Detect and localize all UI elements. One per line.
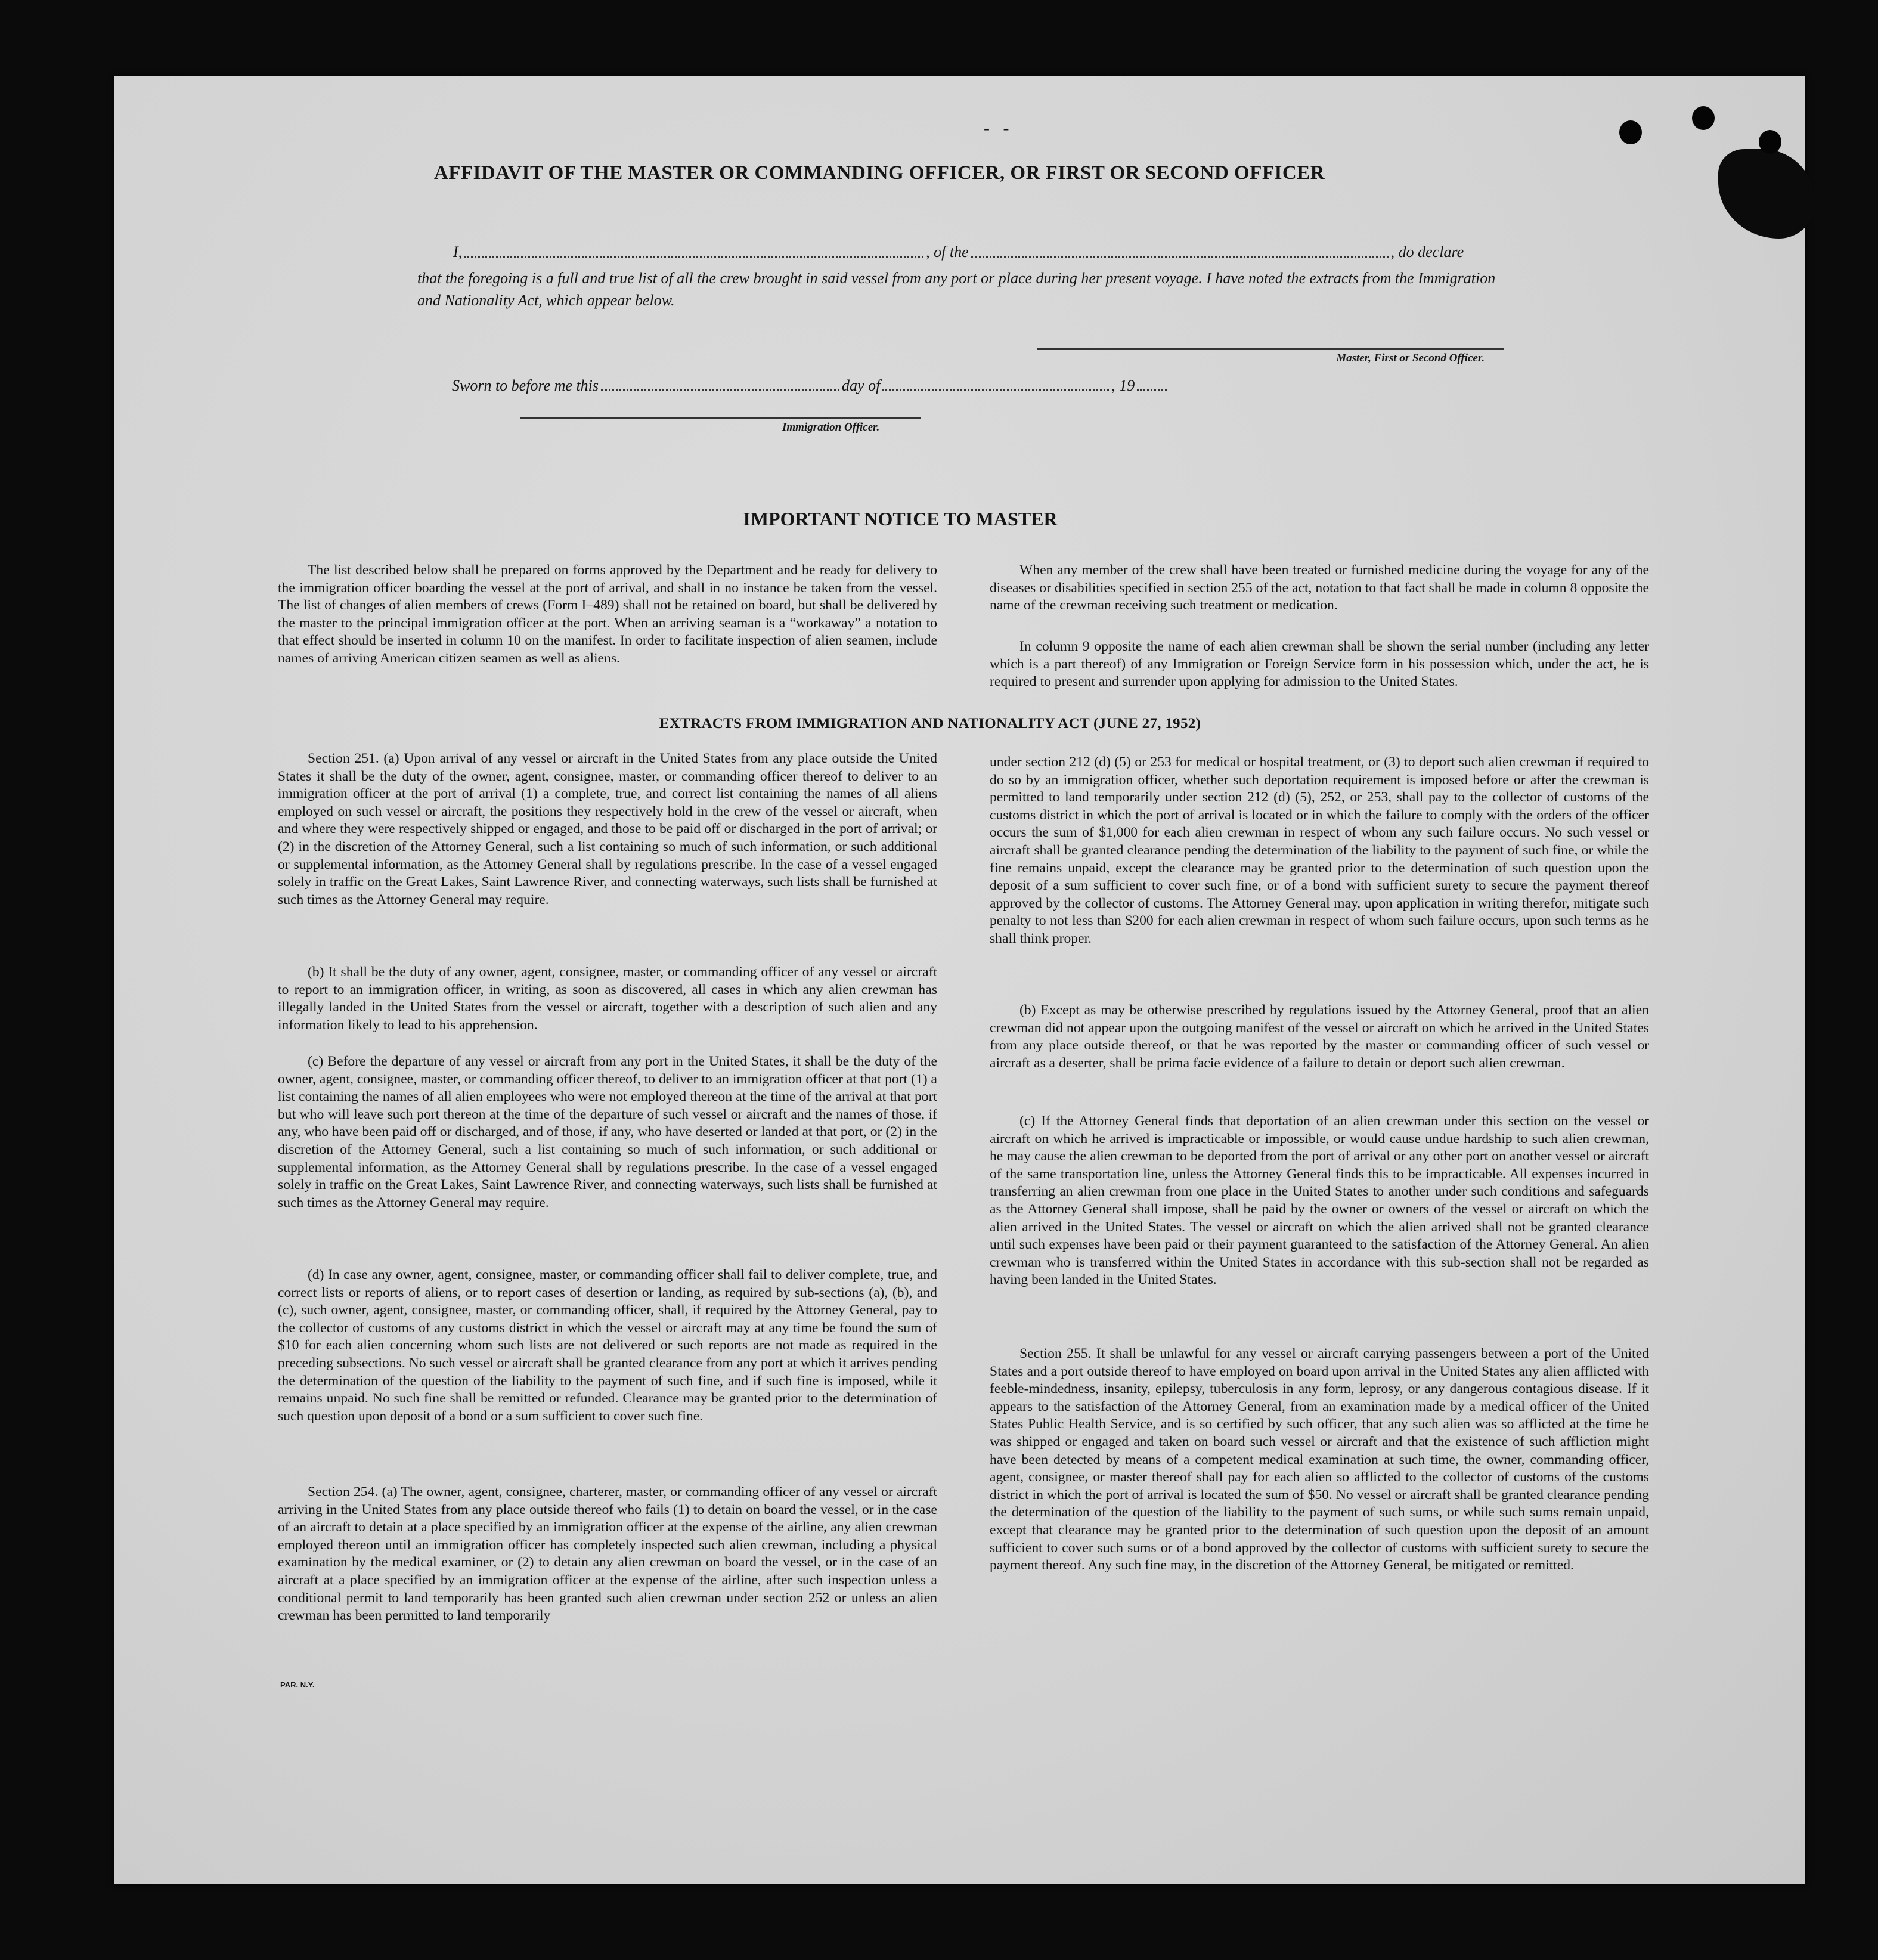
- top-mark: - -: [984, 118, 1009, 138]
- notice-left-paragraph: The list described below shall be prepared on forms approved by the Department and be ready for delivery to the immigration officer boarding the vessel at the port of arrival, and shall in no instance be taken from the vessel. The list of changes of alien members of crews (Form I–489) shall not be retained on board, but shall be delivered by the master to the principal immigration officer at the port. When an arriving seaman is a “workaway” a notation to that effect should be inserted in column 10 on the manifest. In order to facilitate inspection of alien seamen, include names of arriving American citizen seamen as well as aliens.: [278, 562, 937, 666]
- declaration-line: [453, 237, 1504, 261]
- section-251d: (d) In case any owner, agent, consignee, master, or commanding officer shall fail to deliver complete, true, and correct lists or reports of aliens, or to report cases of desertion or landing, as required by sub-sections (a), (b), and (c), such owner, agent, consignee, master, or commanding officer, shall, if required by the Attorney General, pay to the collector of customs of any customs district in which the vessel or aircraft may at any time be found the sum of $10 for each alien concerning whom such lists are not delivered or such reports are not made as required in the preceding subsections. No such vessel or aircraft shall be granted clearance from any port at which it arrives pending the determination of the question of the liability to the payment of such fine, and if such fine is imposed, while it remains unpaid. No such fine shall be remitted or refunded. Clearance may be granted prior to the determination of such question upon deposit of a bond or a sum sufficient to cover such fine.: [278, 1267, 937, 1424]
- section-251c: (c) Before the departure of any vessel or aircraft from any port in the United States, it shall be the duty of the owner, agent, consignee, master, or commanding officer thereof, to deliver to an immigration officer at that port (1) a list containing the names of all alien employees who were not employed thereon at the time of the arrival at that port but who will leave such port thereon at the time of the departure of such vessel or aircraft and the names of those, if any, who have been paid off or discharged, and of those, if any, who have deserted or landed at that port, or (2) in the discretion of the Attorney General, such a list containing so much of such information, or such additional or supplemental information, as the Attorney General shall by regulations prescribe. In the case of a vessel engaged solely in traffic on the Great Lakes, Saint Lawrence River, and connecting waterways, such lists shall be furnished at such times as the Attorney General may require.: [278, 1054, 937, 1210]
- sworn-day-blank[interactable]: [601, 389, 839, 391]
- sworn-label: Sworn to before me this: [452, 377, 599, 394]
- notice-right-paragraph-1: When any member of the crew shall have been treated or furnished medicine during the voyage for any of the diseases or disabilities specified in section 255 of the act, notation to that fact shall be made in column 8 opposite the name of the crewman receiving such treatment or medication.: [990, 562, 1649, 614]
- vessel-blank[interactable]: [971, 256, 1389, 258]
- declaration-text: that the foregoing is a full and true list of all the crew brought in said vessel from any port or place during her present voyage. I have noted the extracts from the Immigration and Nationality Act, which appear below.: [417, 270, 1496, 309]
- i-label: I,: [453, 243, 463, 261]
- section-254a-continued: under section 212 (d) (5) or 253 for medical or hospital treatment, or (3) to deport such alien crewman if required to do so by an immigration officer, whether such deportation requirement is imposed before or after the crewman is permitted to land temporarily under section 212 (d) (5), 252, or 253, shall pay to the collector of customs of the customs district in which the port of arrival is located or in which the failure to comply with the orders of the officer occurs the sum of $1,000 for each alien crewman in respect of whom any such failure occurs. No such vessel or aircraft shall be granted clearance pending the determination of the liability to the payment of such fine, or while the fine remains unpaid, except the clearance may be granted prior to the determination of such question upon the deposit of a sum sufficient to cover such fine, or of a bond with sufficient surety to secure the payment thereof approved by the collector of customs. The Attorney General may, upon application in writing therefor, mitigate such penalty to not less than $200 for each alien crewman in respect of whom such failure occurs, upon such terms as he shall think proper.: [990, 754, 1649, 946]
- section-254a: Section 254. (a) The owner, agent, consignee, charterer, master, or commanding officer of any vessel or aircraft arriving in the United States from any place outside thereof who fails (1) to detain on board the vessel, or in the case of an aircraft to detain at a place specified by an immigration officer at the expense of the airline, any alien crewman employed thereon until an immigration officer has completely inspected such alien crewman, including a physical examination by the medical examiner, or (2) to detain any alien crewman on board the vessel, or in the case of an aircraft at a place specified by an immigration officer at the expense of the airline, after such inspection unless a conditional permit to land temporarily has been granted such alien crewman under section 252 or unless an alien crewman has been permitted to land temporarily: [278, 1484, 937, 1624]
- do-declare-label: , do declare: [1390, 243, 1464, 261]
- punch-hole: [1692, 106, 1715, 130]
- sworn-month-blank[interactable]: [882, 389, 1109, 391]
- master-signature-label: Master, First or Second Officer.: [1336, 352, 1485, 364]
- immigration-officer-signature-line[interactable]: [520, 417, 921, 419]
- sworn-line: [452, 371, 1245, 395]
- section-255: Section 255. It shall be unlawful for any vessel or aircraft carrying passengers between a port of the United States and a port outside thereof to have employed on board upon arrival in the United States any alien afflicted with feeble-mindedness, insanity, epilepsy, tuberculosis in any form, leprosy, or any dangerous contagious disease. If it appears to the satisfaction of the Attorney General, from an examination made by a medical officer of the United States Public Health Service, and is so certified by such officer, that any such alien was so afflicted at the time he was shipped or engaged and taken on board such vessel or aircraft and that the existence of such affliction might have been detected by means of a competent medical examination at such time, the owner, commanding officer, agent, consignee, or master thereof shall pay for each alien so afflicted to the collector of customs of the customs district in which the port of arrival is located the sum of $50. No vessel or aircraft shall be granted clearance pending the determination of the question of the liability to the payment of such sums, or while such sums remain unpaid, except that clearance may be granted prior to the determination of such question upon the deposit of an amount sufficient to cover such sums or of a bond approved by the collector of customs with sufficient surety to secure the payment thereof. Any such fine may, in the discretion of the Attorney General, be mitigated or remitted.: [990, 1346, 1649, 1574]
- immigration-officer-label: Immigration Officer.: [782, 421, 880, 434]
- name-blank[interactable]: [464, 256, 923, 258]
- punch-hole: [1619, 120, 1642, 144]
- notice-title: IMPORTANT NOTICE TO MASTER: [743, 508, 1058, 530]
- section-251a: Section 251. (a) Upon arrival of any vessel or aircraft in the United States from any place outside the United States it shall be the duty of the owner, agent, consignee, master, or commanding officer thereof to deliver to an immigration officer at the port of arrival (1) a complete, true, and correct list containing the names of all aliens employed on such vessel or aircraft, the positions they respectively hold in the crew of the vessel or aircraft, when and where they were respectively shipped or engaged, and those to be paid off or discharged in the port of arrival; or (2) in the discretion of the Attorney General, such a list containing so much of such information, or such additional or supplemental information, as the Attorney General shall by regulations prescribe. In the case of a vessel engaged solely in traffic on the Great Lakes, Saint Lawrence River, and connecting waterways, such lists shall be furnished at such times as the Attorney General may require.: [278, 751, 937, 908]
- notice-right-paragraph-2: In column 9 opposite the name of each alien crewman shall be shown the serial number (including any letter which is a part thereof) of any Immigration or Foreign Service form in his possession which, under the act, he is required to present and surrender upon applying for admission to the United States.: [990, 639, 1649, 690]
- sworn-year-blank[interactable]: [1137, 389, 1167, 391]
- section-251b: (b) It shall be the duty of any owner, agent, consignee, master, or commanding officer of any vessel or aircraft to report to an immigration officer, in writing, as soon as discovered, all cases in which any alien crewman has illegally landed in the United States from the vessel or aircraft, together with a description of such alien and any information likely to lead to his apprehension.: [278, 964, 937, 1033]
- day-of-label: day of: [842, 377, 881, 394]
- section-254c: (c) If the Attorney General finds that deportation of an alien crewman under this section on the vessel or aircraft on which he arrived is impracticable or impossible, or would cause undue hardship to such alien crewman, he may cause the alien crewman to be deported from the port of arrival or any other port on another vessel or aircraft of the same transportation line, unless the Attorney General finds this to be impracticable. All expenses incurred in transferring an alien crewman from one place in the United States to another under such conditions and safeguards as the Attorney General shall impose, shall be paid by the owner or owners of the vessel or aircraft on which the alien arrived in the United States. The vessel or aircraft on which the alien arrived shall not be granted clearance until such expenses have been paid or their payment guaranteed to the satisfaction of the Attorney General. An alien crewman who is transferred within the United States in accordance with this sub-section shall not be regarded as having been landed in the United States.: [990, 1113, 1649, 1288]
- affidavit-title: AFFIDAVIT OF THE MASTER OR COMMANDING OFFICER, OR FIRST OR SECOND OFFICER: [433, 162, 1325, 184]
- of-the-label: , of the: [926, 243, 969, 261]
- master-signature-line[interactable]: [1037, 348, 1504, 350]
- printer-code: PAR. N.Y.: [280, 1680, 315, 1689]
- year-label: , 19: [1111, 377, 1135, 394]
- section-254b: (b) Except as may be otherwise prescribed by regulations issued by the Attorney General, proof that an alien crewman did not appear upon the outgoing manifest of the vessel or aircraft on which he arrived in the United States from any place outside thereof, or that he was reported by the master or commanding officer of such vessel or aircraft as a deserter, shall be prima facie evidence of a failure to detain or deport such alien crewman.: [990, 1002, 1649, 1071]
- extracts-title: EXTRACTS FROM IMMIGRATION AND NATIONALITY ACT (JUNE 27, 1952): [659, 716, 1201, 732]
- punch-hole: [1759, 130, 1781, 154]
